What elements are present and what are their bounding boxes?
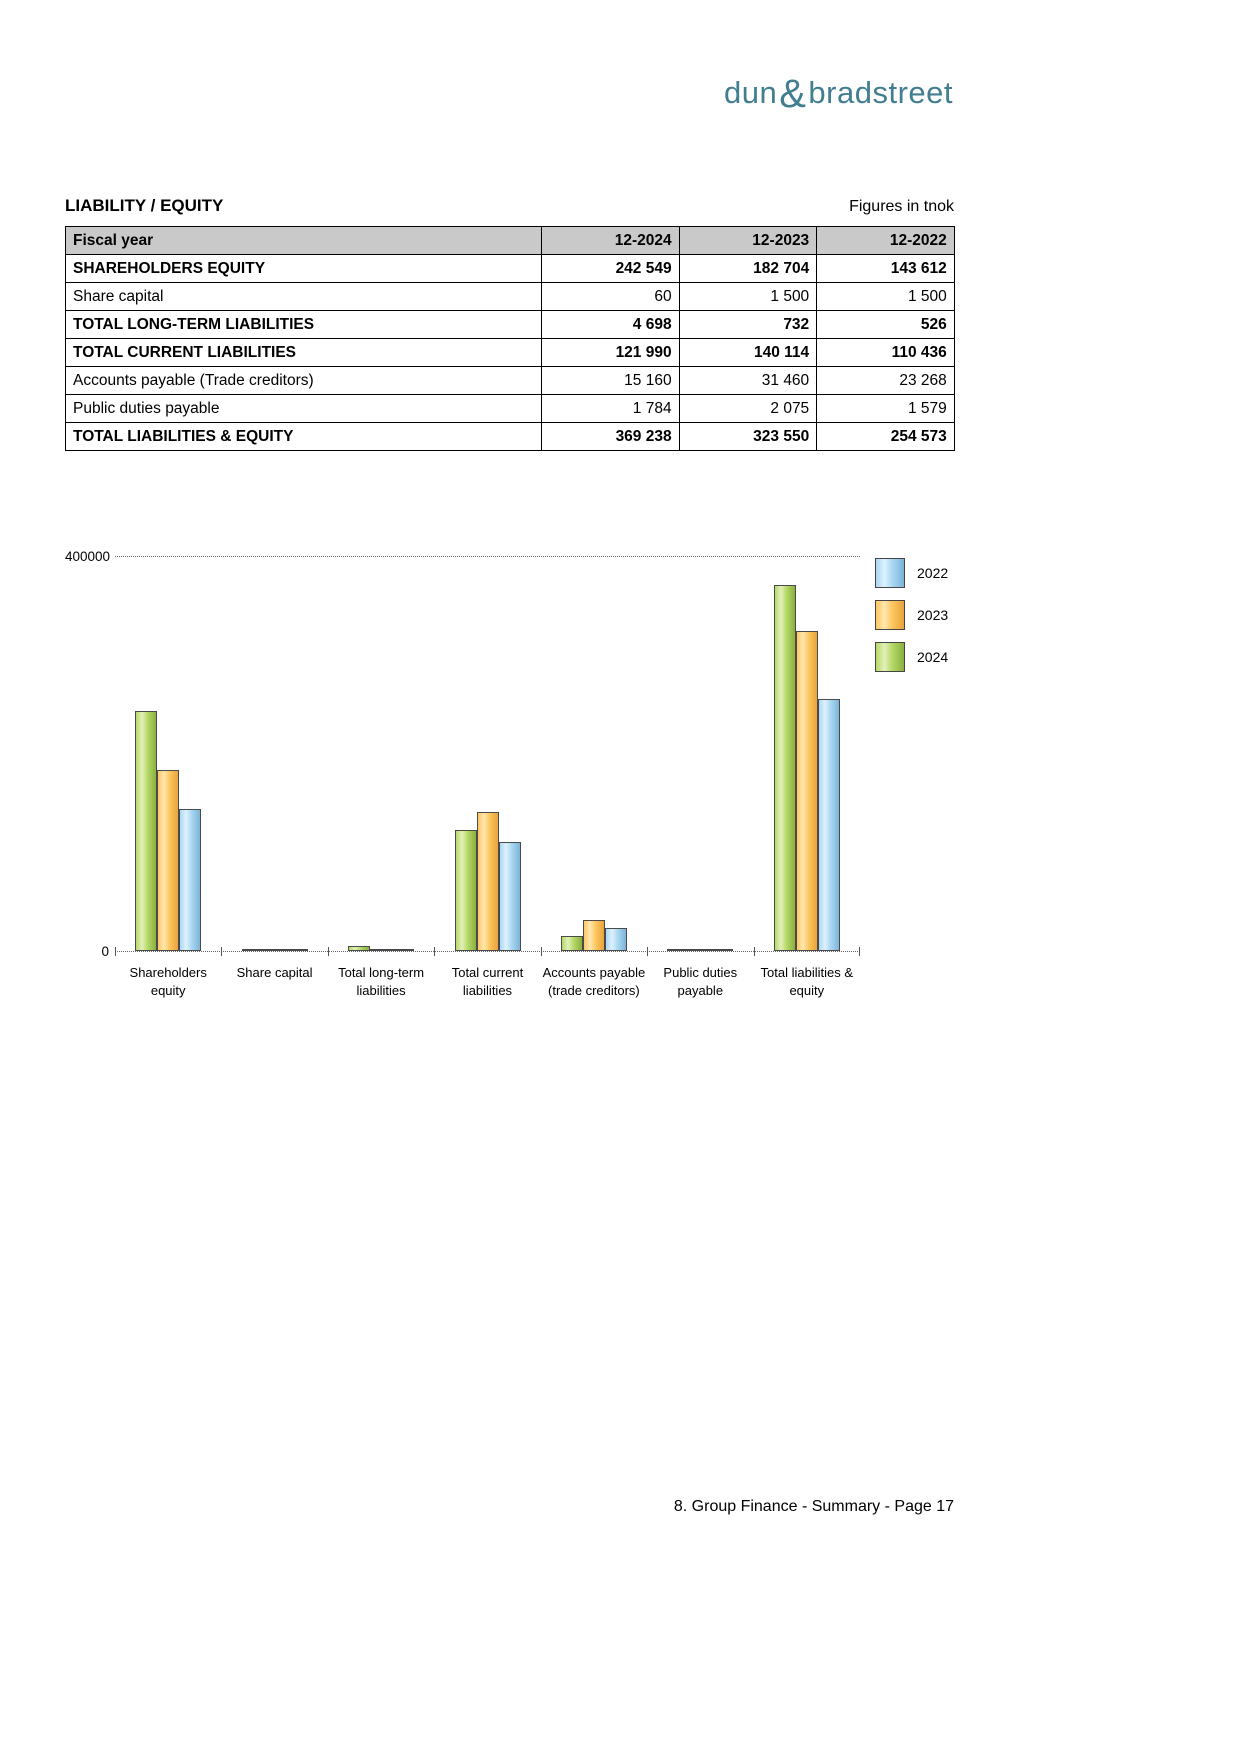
bar-2023-public-duties-payable <box>689 949 711 951</box>
row-label-cell: Share capital <box>66 283 542 311</box>
x-axis-labels <box>115 964 860 1008</box>
legend-item-2022 <box>875 558 948 588</box>
legend-label: 2022 <box>917 565 949 581</box>
axis-tick <box>859 947 860 956</box>
value-cell: 369 238 <box>542 423 680 451</box>
table-row <box>66 283 955 311</box>
section-header <box>65 196 954 216</box>
value-cell: 121 990 <box>542 339 680 367</box>
liability-equity-table <box>65 226 955 451</box>
value-cell: 526 <box>817 311 955 339</box>
legend-label: 2024 <box>917 649 949 665</box>
col-header-fiscal-year: Fiscal year <box>66 227 542 255</box>
page-footer: 8. Group Finance - Summary - Page 17 <box>673 1498 954 1515</box>
x-axis-category-label: Accounts payable (trade creditors) <box>542 965 646 998</box>
value-cell: 242 549 <box>542 255 680 283</box>
x-axis-category-label: Total liabilities & equity <box>760 965 854 998</box>
table-row <box>66 311 955 339</box>
value-cell: 2 075 <box>679 395 817 423</box>
row-label-cell: TOTAL CURRENT LIABILITIES <box>66 339 542 367</box>
legend-swatch-2022 <box>875 558 905 588</box>
value-cell: 23 268 <box>817 367 955 395</box>
row-label-cell: Public duties payable <box>66 395 542 423</box>
table-row <box>66 395 955 423</box>
value-cell: 254 573 <box>817 423 955 451</box>
x-axis-category-label: Total long-term liabilities <box>338 965 425 998</box>
table-row <box>66 339 955 367</box>
section-title: LIABILITY / EQUITY <box>65 196 224 215</box>
row-label-cell: SHAREHOLDERS EQUITY <box>66 255 542 283</box>
table-header-row <box>66 227 955 255</box>
value-cell: 140 114 <box>679 339 817 367</box>
value-cell: 1 784 <box>542 395 680 423</box>
value-cell: 1 579 <box>817 395 955 423</box>
row-label-cell: TOTAL LIABILITIES & EQUITY <box>66 423 542 451</box>
bar-chart <box>65 548 1075 1018</box>
row-label-cell: TOTAL LONG-TERM LIABILITIES <box>66 311 542 339</box>
value-cell: 182 704 <box>679 255 817 283</box>
col-header-2024: 12-2024 <box>542 227 680 255</box>
plot-area <box>115 556 860 952</box>
legend-item-2024 <box>875 642 948 672</box>
legend-item-2023 <box>875 600 948 630</box>
bar-2022-share-capital <box>286 949 308 951</box>
axis-tick <box>328 947 329 956</box>
col-header-2023: 12-2023 <box>679 227 817 255</box>
value-cell: 110 436 <box>817 339 955 367</box>
value-cell: 31 460 <box>679 367 817 395</box>
bar-2022-total-current-liabilities <box>499 842 521 951</box>
axis-tick <box>434 947 435 956</box>
bar-2022-accounts-payable-trade-creditors <box>605 928 627 951</box>
row-label-cell: Accounts payable (Trade creditors) <box>66 367 542 395</box>
col-header-2022: 12-2022 <box>817 227 955 255</box>
chart-legend <box>875 558 948 684</box>
bar-2023-total-current-liabilities <box>477 812 499 951</box>
axis-tick <box>754 947 755 956</box>
table-row <box>66 423 955 451</box>
axis-tick <box>541 947 542 956</box>
value-cell: 15 160 <box>542 367 680 395</box>
value-cell: 1 500 <box>817 283 955 311</box>
axis-tick <box>115 947 116 956</box>
logo-part2: bradstreet <box>808 75 953 110</box>
x-axis-category-label: Total current liabilities <box>451 965 524 998</box>
value-cell: 4 698 <box>542 311 680 339</box>
bar-2022-total-liabilities-equity <box>818 699 840 951</box>
axis-tick <box>647 947 648 956</box>
value-cell: 323 550 <box>679 423 817 451</box>
bar-2023-accounts-payable-trade-creditors <box>583 920 605 951</box>
bar-2023-share-capital <box>264 949 286 951</box>
bar-2023-total-liabilities-equity <box>796 631 818 951</box>
value-cell: 143 612 <box>817 255 955 283</box>
figures-note: Figures in tnok <box>849 198 954 215</box>
x-axis-category-label: Shareholders equity <box>129 965 207 998</box>
axis-tick <box>221 947 222 956</box>
bar-2024-shareholders-equity <box>135 711 157 951</box>
bar-2024-public-duties-payable <box>667 949 689 951</box>
bar-2022-public-duties-payable <box>711 949 733 951</box>
x-axis-category-label: Share capital <box>236 965 313 980</box>
dnb-logo <box>724 68 953 116</box>
bar-2024-total-long-term-liabilities <box>348 946 370 951</box>
bar-2024-total-liabilities-equity <box>774 585 796 951</box>
bar-2023-total-long-term-liabilities <box>370 949 392 951</box>
value-cell: 1 500 <box>679 283 817 311</box>
bar-2024-share-capital <box>242 949 264 951</box>
y-axis-min-label: 0 <box>101 944 109 959</box>
legend-label: 2023 <box>917 607 949 623</box>
logo-ampersand-icon: & <box>779 72 807 116</box>
bar-2022-shareholders-equity <box>179 809 201 951</box>
legend-swatch-2023 <box>875 600 905 630</box>
y-axis-max-label: 400000 <box>65 549 111 564</box>
x-axis-category-label: Public duties payable <box>663 965 738 998</box>
legend-swatch-2024 <box>875 642 905 672</box>
table-row <box>66 255 955 283</box>
bar-2024-total-current-liabilities <box>455 830 477 951</box>
logo-part1: dun <box>724 75 778 110</box>
table-row <box>66 367 955 395</box>
bar-2022-total-long-term-liabilities <box>392 949 414 951</box>
value-cell: 732 <box>679 311 817 339</box>
bar-2023-shareholders-equity <box>157 770 179 951</box>
bar-2024-accounts-payable-trade-creditors <box>561 936 583 951</box>
value-cell: 60 <box>542 283 680 311</box>
